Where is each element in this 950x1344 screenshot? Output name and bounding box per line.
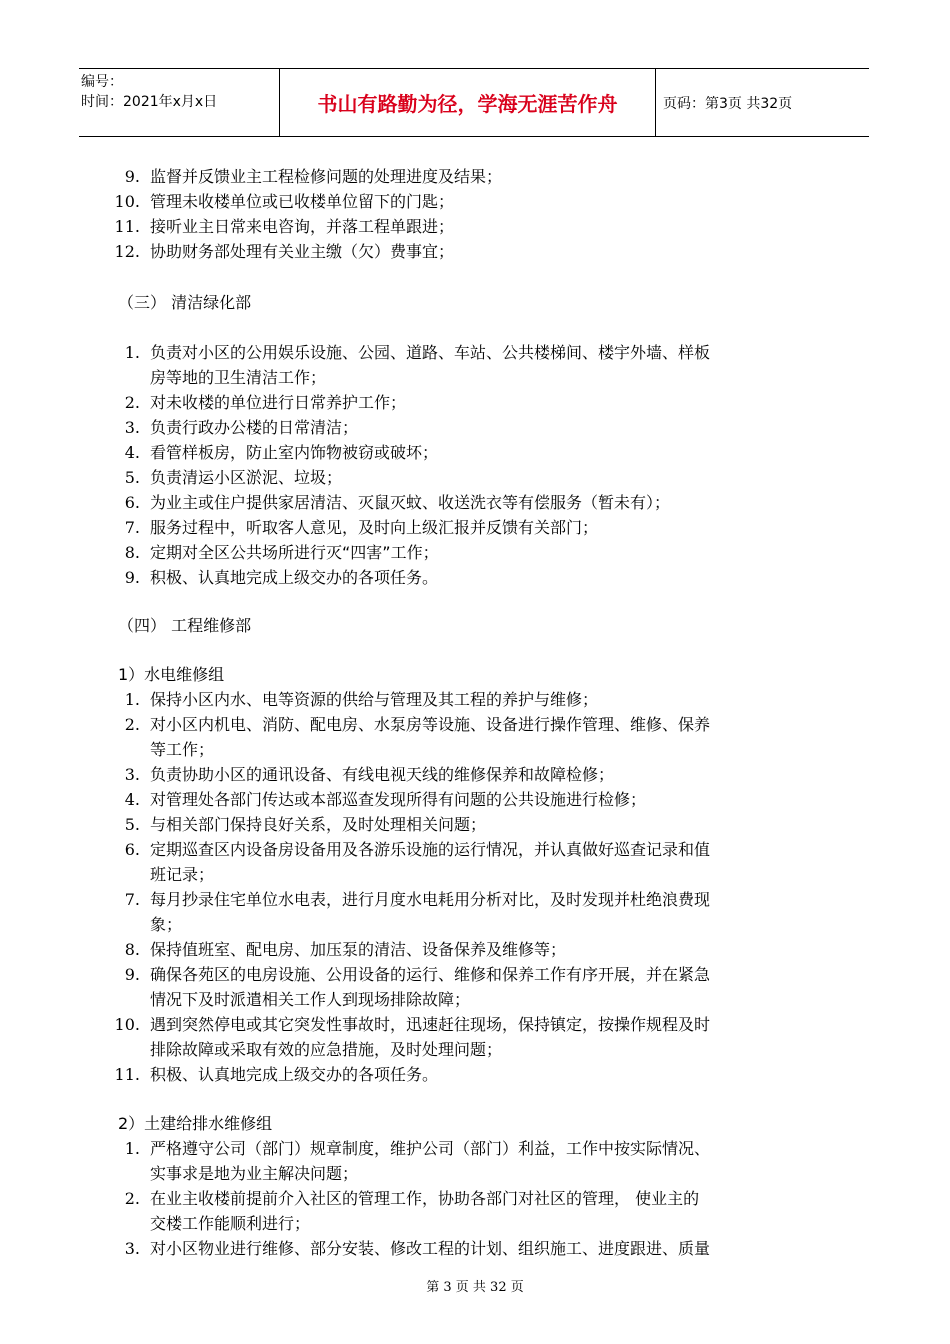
list-item-text: 排除故障或采取有效的应急措施，及时处理问题； <box>150 1040 503 1059</box>
doc-time-label: 时间：2021年x月x日 <box>81 94 218 110</box>
list-item-text: 对小区内机电、消防、配电房、水泵房等设施、设备进行操作管理、维修、保养 <box>150 715 711 734</box>
header-motto <box>279 69 656 136</box>
list-item-text: 负责行政办公楼的日常清洁； <box>150 418 359 437</box>
header-meta <box>81 72 279 136</box>
list-item-text: 服务过程中，听取客人意见，及时向上级汇报并反馈有关部门； <box>150 518 599 537</box>
item-number: 5. <box>124 815 140 834</box>
item-number: 4. <box>124 790 140 809</box>
item-number: 3. <box>124 1239 140 1258</box>
list-item-text: 严格遵守公司（部门）规章制度，维护公司（部门）利益，工作中按实际情况、 <box>150 1139 711 1158</box>
item-number: 3. <box>124 765 140 784</box>
page-header <box>79 68 869 137</box>
list-item-text: 与相关部门保持良好关系，及时处理相关问题； <box>150 815 487 834</box>
list-item-text: 遇到突然停电或其它突发性事故时，迅速赶往现场，保持镇定，按操作规程及时 <box>150 1015 711 1034</box>
list-item-text: 负责对小区的公用娱乐设施、公园、道路、车站、公共楼梯间、楼宇外墙、样板 <box>150 343 711 362</box>
list-item-text: 情况下及时派遣相关工作人到现场排除故障； <box>150 990 471 1009</box>
item-number: 7. <box>124 890 140 909</box>
list-item-text: 实事求是地为业主解决问题； <box>150 1164 359 1183</box>
item-number: 6. <box>124 840 140 859</box>
list-item-text: 管理未收楼单位或已收楼单位留下的门匙； <box>150 192 455 211</box>
item-number: 6. <box>124 493 140 512</box>
section-title: （四） 工程维修部 <box>118 616 252 635</box>
motto-text: 书山有路勤为径，学海无涯苦作舟 <box>317 92 618 116</box>
item-number: 11. <box>114 217 140 236</box>
item-number: 7. <box>124 518 140 537</box>
list-item-text: 房等地的卫生清洁工作； <box>150 368 327 387</box>
list-item-text: 监督并反馈业主工程检修问题的处理进度及结果； <box>150 167 503 186</box>
list-item-text: 班记录； <box>150 865 215 884</box>
item-number: 10. <box>114 1015 140 1034</box>
item-number: 9. <box>124 965 140 984</box>
section-title: （三） 清洁绿化部 <box>118 293 252 312</box>
list-item-text: 对未收楼的单位进行日常养护工作； <box>150 393 407 412</box>
list-item-text: 积极、认真地完成上级交办的各项任务。 <box>150 1065 439 1084</box>
list-item-text: 协助财务部处理有关业主缴（欠）费事宜； <box>150 242 455 261</box>
subsection-title: 1）水电维修组 <box>118 665 225 684</box>
list-item-text: 积极、认真地完成上级交办的各项任务。 <box>150 568 439 587</box>
item-number: 1. <box>124 343 140 362</box>
item-number: 1. <box>124 1139 140 1158</box>
list-item-text: 每月抄录住宅单位水电表，进行月度水电耗用分析对比，及时发现并杜绝浪费现 <box>150 890 711 909</box>
list-item-text: 保持小区内水、电等资源的供给与管理及其工程的养护与维修； <box>150 690 599 709</box>
item-number: 8. <box>124 543 140 562</box>
list-item-text: 为业主或住户提供家居清洁、灭鼠灭蚊、收送洗衣等有偿服务（暂未有）； <box>150 493 671 512</box>
list-item-text: 定期巡查区内设备房设备用及各游乐设施的运行情况，并认真做好巡查记录和值 <box>150 840 711 859</box>
footer-page-number: 第 3 页 共 32 页 <box>426 1280 524 1295</box>
item-number: 4. <box>124 443 140 462</box>
list-item-text: 等工作； <box>150 740 215 759</box>
item-number: 10. <box>114 192 140 211</box>
item-number: 2. <box>124 393 140 412</box>
list-item-text: 对小区物业进行维修、部分安装、修改工程的计划、组织施工、进度跟进、质量 <box>150 1239 711 1258</box>
page-info-text: 页码：第3页 共32页 <box>663 95 793 112</box>
list-item-text: 在业主收楼前提前介入社区的管理工作，协助各部门对社区的管理， 使业主的 <box>150 1189 700 1208</box>
list-item-text: 交楼工作能顺利进行； <box>150 1214 311 1233</box>
item-number: 2. <box>124 1189 140 1208</box>
item-number: 9. <box>124 167 140 186</box>
item-number: 1. <box>124 690 140 709</box>
list-item-text: 象； <box>150 915 183 934</box>
list-item-text: 负责清运小区淤泥、垃圾； <box>150 468 343 487</box>
item-number: 12. <box>114 242 140 261</box>
list-item-text: 看管样板房，防止室内饰物被窃或破坏； <box>150 443 439 462</box>
list-item-text: 负责协助小区的通讯设备、有线电视天线的维修保养和故障检修； <box>150 765 615 784</box>
item-number: 11. <box>114 1065 140 1084</box>
item-number: 8. <box>124 940 140 959</box>
list-item-text: 确保各苑区的电房设施、公用设备的运行、维修和保养工作有序开展，并在紧急 <box>150 965 711 984</box>
list-item-text: 对管理处各部门传达或本部巡查发现所得有问题的公共设施进行检修； <box>150 790 647 809</box>
header-page-info <box>663 69 792 136</box>
page-footer <box>0 1276 950 1295</box>
list-item-text: 保持值班室、配电房、加压泵的清洁、设备保养及维修等； <box>150 940 567 959</box>
list-item-text: 定期对全区公共场所进行灭“四害”工作； <box>150 543 439 562</box>
item-number: 2. <box>124 715 140 734</box>
item-number: 3. <box>124 418 140 437</box>
subsection-title: 2）土建给排水维修组 <box>118 1114 273 1133</box>
item-number: 5. <box>124 468 140 487</box>
doc-code-label: 编号： <box>81 74 123 90</box>
item-number: 9. <box>124 568 140 587</box>
list-item-text: 接听业主日常来电咨询，并落工程单跟进； <box>150 217 455 236</box>
